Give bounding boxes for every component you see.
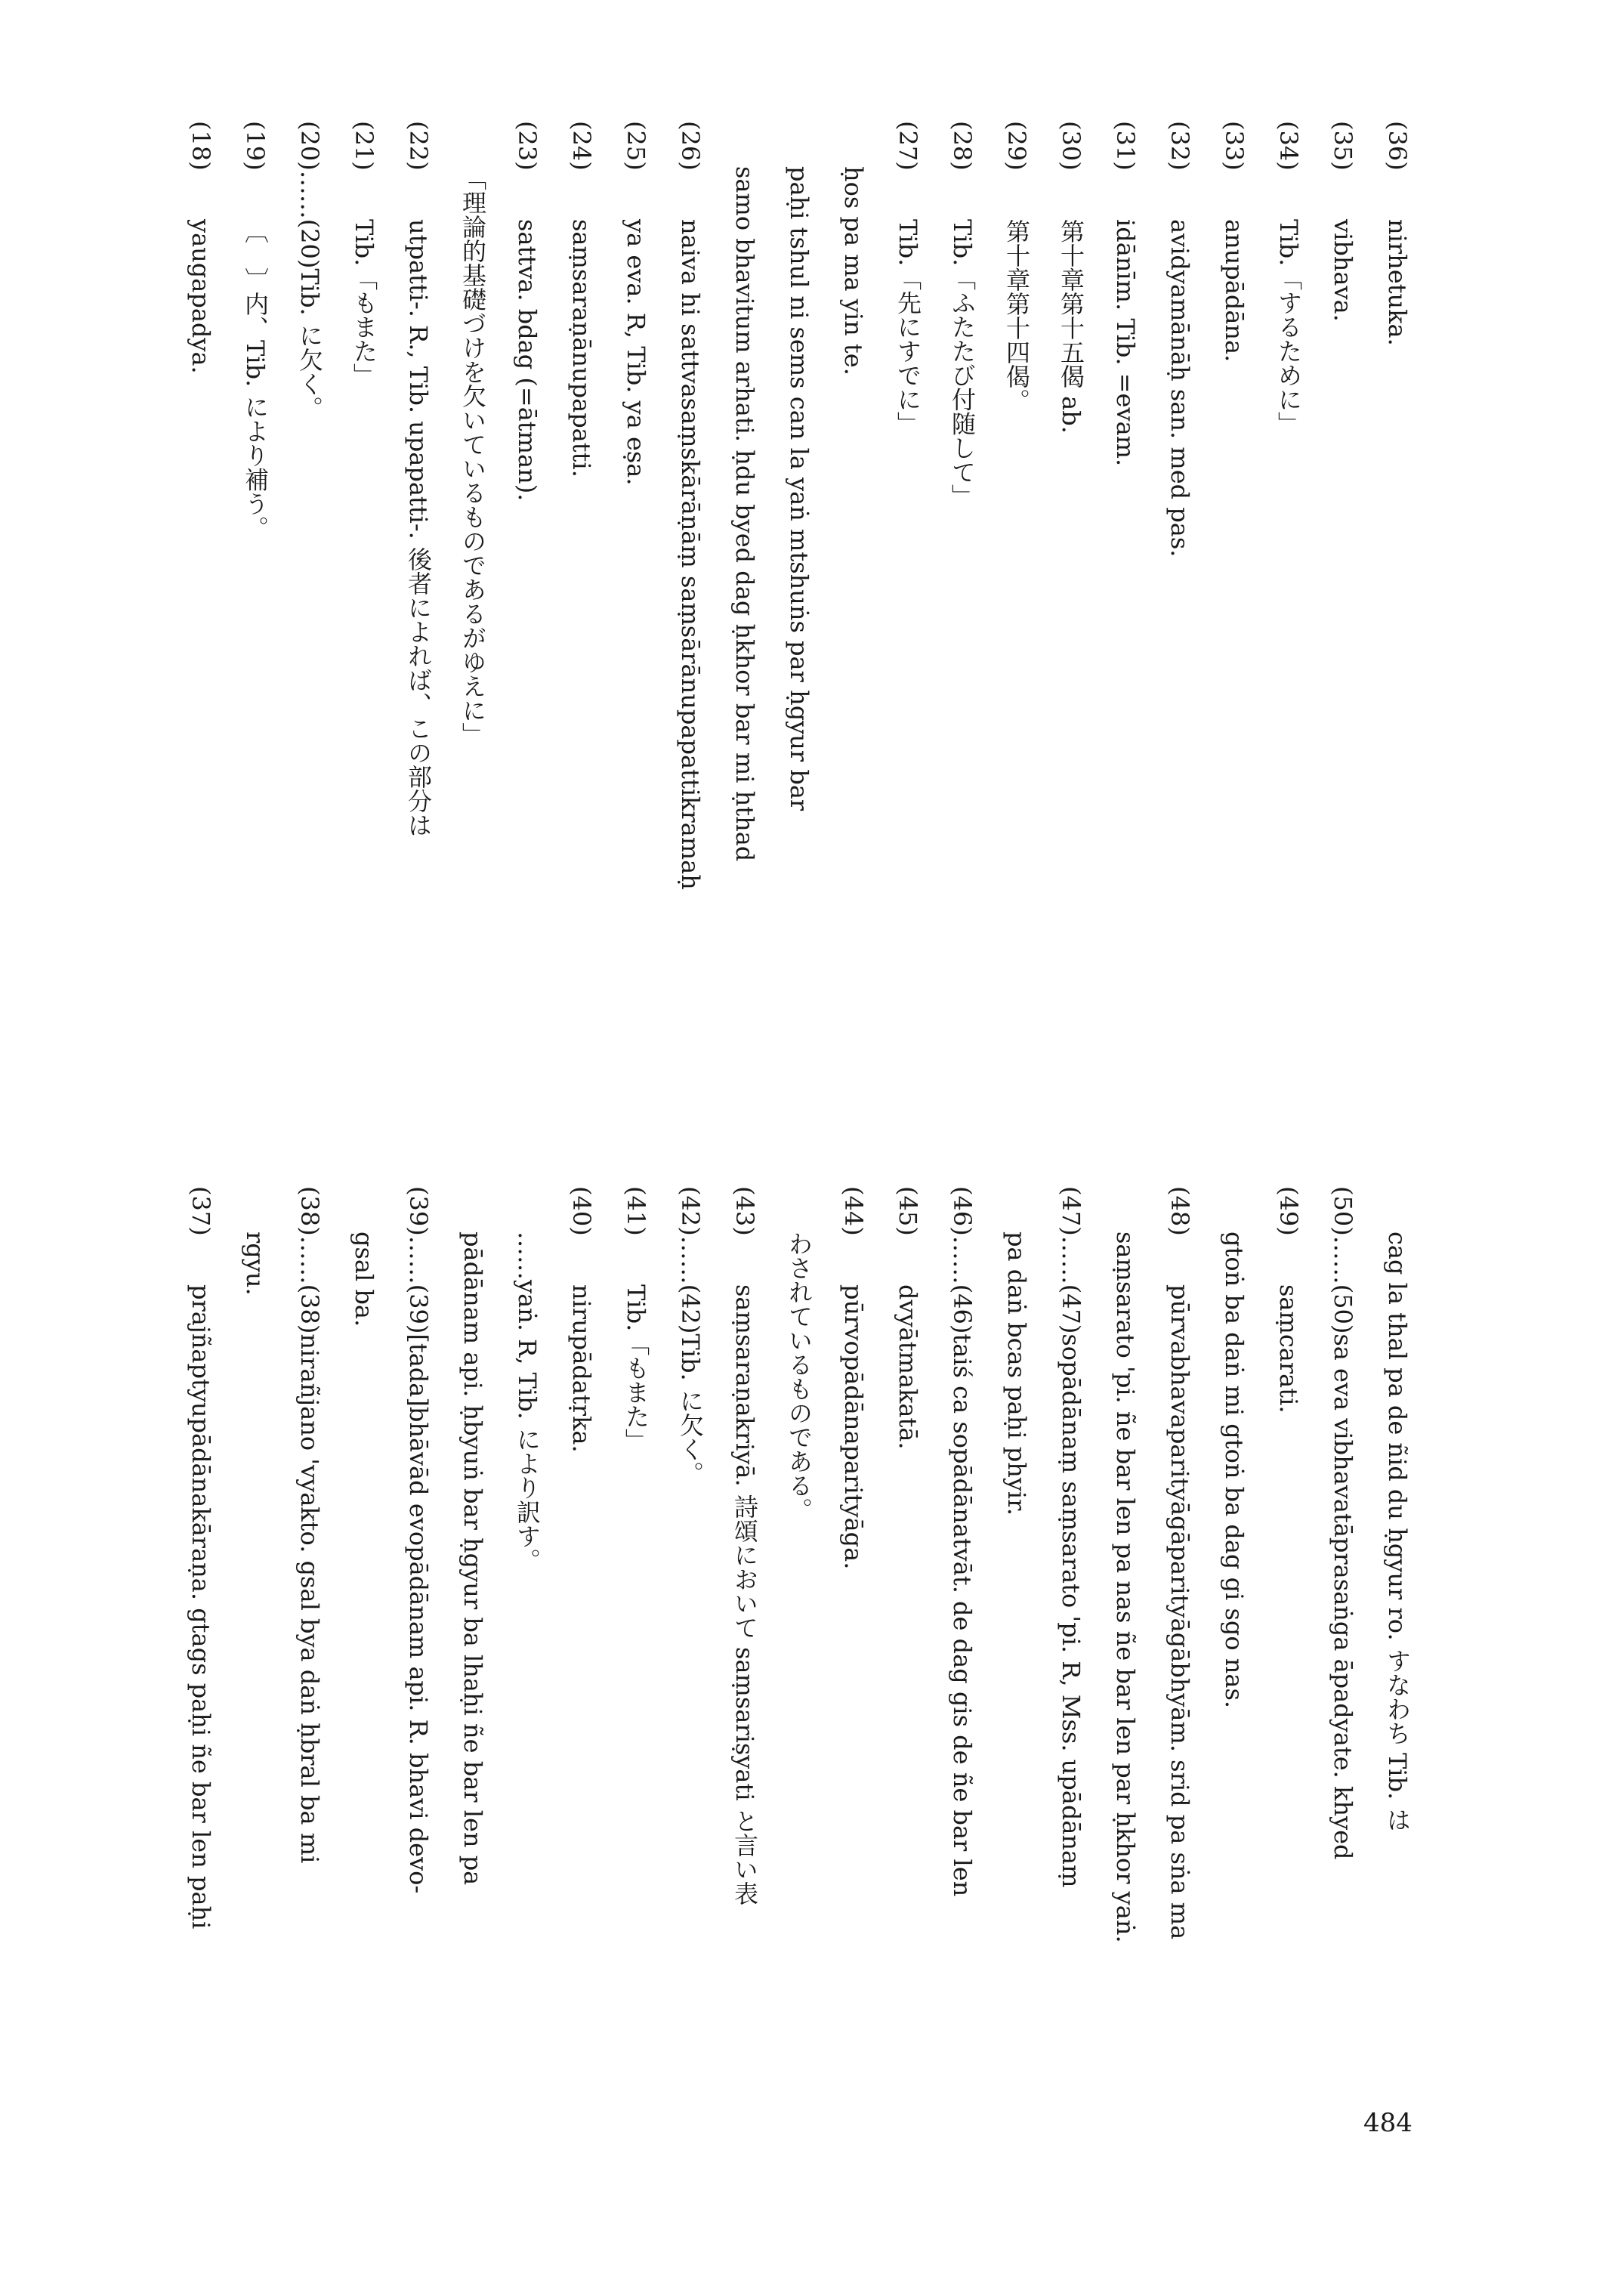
note-text: saṃcarati. bbox=[1274, 1284, 1303, 1414]
note-number: (18) bbox=[187, 121, 215, 171]
note-line bbox=[1044, 121, 1098, 1117]
note-number: (42)……(42) bbox=[676, 1186, 705, 1334]
note-line bbox=[990, 121, 1044, 1117]
note-text: 第十章第十五偈 ab. bbox=[1057, 219, 1085, 434]
note-number: (50)……(50) bbox=[1329, 1186, 1357, 1334]
note-text: pa daṅ bcas paḥi phyir. bbox=[1002, 1231, 1031, 1516]
note-text: 「理論的基礎づけを欠いているものであるがゆえに」 bbox=[458, 166, 487, 746]
note-text: [tada]bhāvād evopādānam api. R. bhavi devo- bbox=[404, 1333, 433, 1894]
note-line bbox=[1207, 1186, 1261, 2183]
note-text: prajñaptyupādānakāraṇa. gtags paḥi ñe bar len paḥi bbox=[187, 1284, 215, 1930]
note-text: sattva. bdag (=ātman). bbox=[513, 219, 542, 502]
note-line bbox=[228, 121, 283, 1117]
page-number: 484 bbox=[1363, 2108, 1413, 2138]
note-text: Tib. に欠く。 bbox=[676, 1333, 705, 1485]
note-number: (27) bbox=[894, 121, 922, 171]
note-line bbox=[935, 1186, 990, 2183]
note-text: gtoṅ ba daṅ mi gtoṅ ba dag gi sgo nas. bbox=[1220, 1231, 1249, 1709]
note-line bbox=[554, 121, 609, 1117]
note-number: (23) bbox=[513, 121, 542, 171]
note-line bbox=[1207, 121, 1261, 1117]
note-text: paḥi tshul ni sems can la yaṅ mtshuṅs par ḥgyur bar bbox=[785, 166, 814, 811]
note-line bbox=[718, 121, 772, 1117]
note-line bbox=[609, 121, 663, 1117]
note-text: わされているものである。 bbox=[785, 1231, 814, 1522]
notes-column-lower bbox=[174, 121, 1503, 1117]
note-text: sopādānaṃ saṃsarato 'pi. R, Mss. upādānaṃ bbox=[1057, 1333, 1085, 1888]
note-text: anupādāna. bbox=[1220, 219, 1249, 363]
note-text: yaugapadya. bbox=[187, 219, 215, 374]
note-text: pūrvopādānaparityāga. bbox=[839, 1284, 868, 1570]
note-line bbox=[826, 121, 881, 1117]
note-text: 〔 〕内、Tib. により補う。 bbox=[241, 219, 270, 540]
note-text: ya eva. R, Tib. ya eṣa. bbox=[622, 219, 650, 486]
note-line bbox=[283, 1186, 337, 2183]
note-line bbox=[663, 121, 718, 1117]
note-line bbox=[500, 121, 554, 1117]
note-line bbox=[283, 121, 337, 1117]
note-text: Tib. に欠く。 bbox=[295, 268, 324, 420]
note-number: (41) bbox=[622, 1186, 650, 1236]
note-line bbox=[1370, 1186, 1425, 2183]
note-text: nirupādatṛka. bbox=[567, 1284, 596, 1453]
note-line bbox=[1261, 1186, 1316, 2183]
note-number: (29) bbox=[1002, 121, 1031, 171]
note-line bbox=[772, 121, 826, 1117]
notes-column-upper bbox=[174, 1186, 1503, 2183]
note-line bbox=[1153, 121, 1207, 1117]
note-text: nirañjano 'vyakto. gsal bya daṅ ḥbral ba mi bbox=[295, 1333, 324, 1864]
note-line bbox=[1153, 1186, 1207, 2183]
note-number: (38)……(38) bbox=[295, 1186, 324, 1334]
note-text: ḥos pa ma yin te. bbox=[839, 166, 868, 375]
note-text: idānīm. Tib. =evam. bbox=[1111, 219, 1140, 467]
note-text: dvyātmakatā. bbox=[894, 1284, 922, 1450]
note-line bbox=[935, 121, 990, 1117]
note-line bbox=[990, 1186, 1044, 2183]
note-line bbox=[174, 121, 228, 1117]
note-line bbox=[1261, 121, 1316, 1117]
note-number: (47)……(47) bbox=[1057, 1186, 1085, 1334]
note-number: (19) bbox=[241, 121, 270, 171]
note-line bbox=[391, 121, 446, 1117]
note-number: (48) bbox=[1166, 1186, 1194, 1236]
note-line bbox=[554, 1186, 609, 2183]
note-line bbox=[337, 1186, 391, 2183]
note-number: (22) bbox=[404, 121, 433, 171]
note-number: (44) bbox=[839, 1186, 868, 1236]
note-line bbox=[446, 121, 500, 1117]
note-number: (32) bbox=[1166, 121, 1194, 171]
note-number: (26) bbox=[676, 121, 705, 171]
note-text: saṃsaraṇakriyā. 詩頌において saṃsariṣyati と言い表 bbox=[730, 1284, 759, 1905]
note-line bbox=[1316, 1186, 1370, 2183]
note-line bbox=[1044, 1186, 1098, 2183]
note-text: utpatti-. R., Tib. upapatti-. 後者によれば、この部分は bbox=[404, 219, 433, 837]
note-number: (21) bbox=[350, 121, 378, 171]
note-text: Tib.「ふたたび付随して」 bbox=[948, 219, 977, 508]
note-text: 第十章第十四偈。 bbox=[1002, 219, 1031, 413]
note-number: (35) bbox=[1329, 121, 1357, 171]
note-number: (30) bbox=[1057, 121, 1085, 171]
note-text: avidyamānāḥ san. med pas. bbox=[1166, 219, 1194, 558]
note-line bbox=[772, 1186, 826, 2183]
note-line bbox=[337, 121, 391, 1117]
note-number: (46)……(46) bbox=[948, 1186, 977, 1334]
note-number: (37) bbox=[187, 1186, 215, 1236]
note-text: Tib.「するために」 bbox=[1274, 219, 1303, 436]
note-text: naiva hi sattvasaṃskārāṇāṃ saṃsārānupapattikramaḥ bbox=[676, 219, 705, 890]
note-line bbox=[663, 1186, 718, 2183]
note-line bbox=[1098, 1186, 1153, 2183]
note-text: cag la thal pa de ñid du ḥgyur ro. すなわち Tib. は bbox=[1383, 1231, 1412, 1832]
note-number: (24) bbox=[567, 121, 596, 171]
note-number: (39)……(39) bbox=[404, 1186, 433, 1334]
note-number: (25) bbox=[622, 121, 650, 171]
note-number: (40) bbox=[567, 1186, 596, 1236]
note-number: (20)……(20) bbox=[295, 121, 324, 269]
note-number: (33) bbox=[1220, 121, 1249, 171]
note-text: Tib.「もまた」 bbox=[622, 1284, 650, 1453]
note-line bbox=[1370, 121, 1425, 1117]
note-line bbox=[174, 1186, 228, 2183]
note-line bbox=[826, 1186, 881, 2183]
note-number: (36) bbox=[1383, 121, 1412, 171]
note-line bbox=[1316, 121, 1370, 1117]
note-text: rgyu. bbox=[241, 1231, 270, 1296]
note-text: pūrvabhavaparityāgāparityāgābhyām. srid pa sṅa ma bbox=[1166, 1284, 1194, 1940]
note-text: saṃsarato 'pi. ñe bar len pa nas ñe bar len par ḥkhor yaṅ. bbox=[1111, 1231, 1140, 1943]
note-text: vibhava. bbox=[1329, 219, 1357, 322]
note-number: (49) bbox=[1274, 1186, 1303, 1236]
note-text: ……yaṅ. R, Tib. により訳す。 bbox=[513, 1231, 542, 1572]
note-line bbox=[391, 1186, 446, 2183]
note-text: saṃsaraṇānupapatti. bbox=[567, 219, 596, 477]
note-text: sa eva vibhavatāprasaṅga āpadyate. khyed bbox=[1329, 1333, 1357, 1860]
note-text: samo bhavitum arhati. ḥdu byed dag ḥkhor bar mi ḥthad bbox=[730, 166, 759, 862]
note-text: taiś ca sopādānatvāt. de dag gis de ñe bar len bbox=[948, 1333, 977, 1897]
note-line bbox=[881, 1186, 935, 2183]
note-text: nirhetuka. bbox=[1383, 219, 1412, 346]
note-text: Tib.「もまた」 bbox=[350, 219, 378, 388]
note-line bbox=[1098, 121, 1153, 1117]
note-text: pādānam api. ḥbyuṅ bar ḥgyur ba lhaḥi ñe bar len pa bbox=[458, 1231, 487, 1886]
note-line bbox=[228, 1186, 283, 2183]
note-number: (34) bbox=[1274, 121, 1303, 171]
note-number: (45) bbox=[894, 1186, 922, 1236]
note-line bbox=[446, 1186, 500, 2183]
note-line bbox=[718, 1186, 772, 2183]
note-number: (31) bbox=[1111, 121, 1140, 171]
note-line bbox=[500, 1186, 554, 2183]
note-text: gsal ba. bbox=[350, 1231, 378, 1327]
note-line bbox=[609, 1186, 663, 2183]
note-line bbox=[881, 121, 935, 1117]
note-number: (43) bbox=[730, 1186, 759, 1236]
note-number: (28) bbox=[948, 121, 977, 171]
note-text: Tib.「先にすでに」 bbox=[894, 219, 922, 436]
